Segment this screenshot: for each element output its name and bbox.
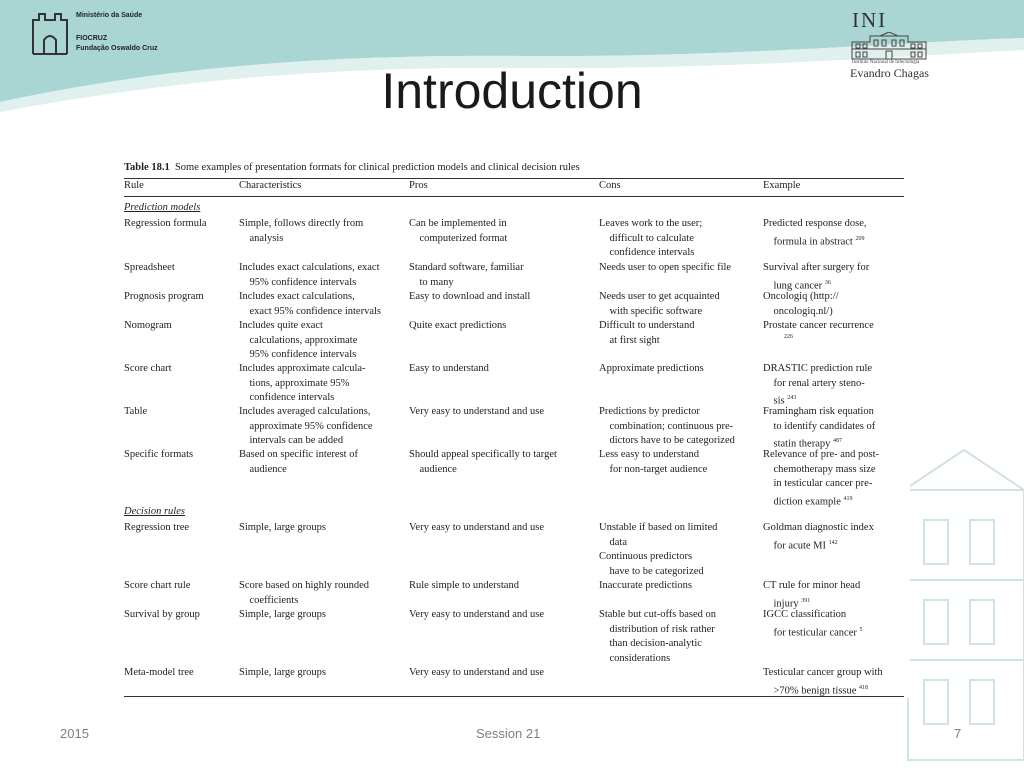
cell-reference: 391 <box>801 597 811 604</box>
cell-pros: Very easy to understand and use <box>409 667 545 678</box>
cell-example <box>763 521 874 554</box>
cell-cons: Leaves work to the user; difficult to calculate confidence intervals <box>599 218 703 258</box>
page-number: 7 <box>954 726 962 741</box>
cell-rule: Regression tree <box>124 522 190 533</box>
table-header-rule <box>124 196 904 197</box>
cell-pros: Easy to understand <box>409 363 489 374</box>
fiocruz-label: FIOCRUZ <box>76 35 108 42</box>
cell-pros: Very easy to understand and use <box>409 406 545 417</box>
cell-rule: Meta-model tree <box>124 667 194 678</box>
header-pros: Pros <box>409 180 428 191</box>
cell-pros: Easy to download and install <box>409 291 531 302</box>
table-bottom-rule <box>124 696 904 697</box>
cell-cons: Predictions by predictor combination; continuous pre- dictors have to be categorized <box>599 406 735 446</box>
cell-example-text: Testicular cancer group with >70% benign tissue <box>763 667 883 696</box>
cell-reference: 36 <box>824 279 831 286</box>
cell-rule: Prognosis program <box>124 291 204 302</box>
ini-building-icon <box>850 32 928 60</box>
cell-example: Prostate cancer recurrence <box>763 320 874 331</box>
cell-characteristics: Includes approximate calcula- tions, approximate 95% confidence intervals <box>239 363 366 403</box>
section-decision-rules: Decision rules <box>124 506 185 517</box>
fiocruz-castle-icon <box>30 10 70 56</box>
cell-pros: Quite exact predictions <box>409 320 507 331</box>
cell-reference: 5 <box>859 626 863 633</box>
section-prediction-models: Prediction models <box>124 202 201 213</box>
cell-characteristics: Based on specific interest of audience <box>239 449 358 475</box>
cell-cons: Approximate predictions <box>599 363 704 374</box>
cell-characteristics: Includes exact calculations, exact 95% confidence intervals <box>239 291 381 317</box>
cell-example <box>763 217 867 250</box>
header-rule: Rule <box>124 180 144 191</box>
header-example: Example <box>763 180 801 191</box>
footer-session: Session 21 <box>476 726 541 741</box>
cell-reference: 243 <box>787 395 797 401</box>
table-top-rule <box>124 178 904 179</box>
cell-characteristics: Includes exact calculations, exact 95% confidence intervals <box>239 262 380 288</box>
header-characteristics: Characteristics <box>239 180 302 191</box>
cell-pros: Rule simple to understand <box>409 580 519 591</box>
cell-example-text: Framingham risk equation to identify candidates of statin therapy <box>763 406 876 450</box>
cell-rule: Regression formula <box>124 218 207 229</box>
prediction-table <box>120 158 910 698</box>
cell-example-text: Survival after surgery for lung cancer <box>763 262 870 291</box>
cell-example <box>763 666 883 699</box>
cell-cons: Less easy to understand for non-target audience <box>599 449 708 475</box>
cell-characteristics: Includes averaged calculations, approximate 95% confidence intervals can be added <box>239 406 373 446</box>
cell-characteristics: Includes quite exact calculations, approximate 95% confidence intervals <box>239 320 358 360</box>
cell-example <box>763 448 879 510</box>
cell-example-text: CT rule for minor head injury <box>763 580 861 609</box>
cell-cons: Difficult to understand at first sight <box>599 320 695 346</box>
cell-rule: Table <box>124 406 148 417</box>
cell-rule: Score chart rule <box>124 580 191 591</box>
cell-example <box>763 362 872 409</box>
foundation-label: Fundação Oswaldo Cruz <box>76 45 158 52</box>
cell-rule: Specific formats <box>124 449 194 460</box>
cell-pros: Very easy to understand and use <box>409 522 545 533</box>
cell-pros: Standard software, familiar to many <box>409 262 524 288</box>
cell-rule: Score chart <box>124 363 172 374</box>
cell-reference: 226 <box>784 334 793 340</box>
cell-example-text: DRASTIC prediction rule for renal artery steno- sis <box>763 363 873 407</box>
cell-example <box>763 261 869 294</box>
cell-characteristics: Simple, large groups <box>239 667 327 678</box>
cell-characteristics: Score based on highly rounded coefficients <box>239 580 370 606</box>
cell-cons: Inaccurate predictions <box>599 580 692 591</box>
header-cons: Cons <box>599 180 621 191</box>
fiocruz-logo <box>30 10 190 58</box>
cell-characteristics: Simple, large groups <box>239 609 327 620</box>
cell-example <box>763 608 863 641</box>
ini-acronym: INI <box>852 8 888 32</box>
cell-characteristics: Simple, large groups <box>239 522 327 533</box>
cell-cons: Needs user to get acquainted with specific software <box>599 291 720 317</box>
background-building-graphic <box>894 430 1024 768</box>
cell-cons: Stable but cut-offs based on distribution of risk rather than decision-analytic considerations <box>599 609 717 664</box>
cell-example-text: Goldman diagnostic index for acute MI <box>763 522 874 551</box>
ministry-label: Ministério da Saúde <box>76 12 143 19</box>
ini-institute-label: Instituto Nacional de Infectologia <box>852 60 920 65</box>
table-caption <box>124 162 580 173</box>
cell-reference: 142 <box>828 539 838 546</box>
cell-example <box>763 405 875 452</box>
cell-rule: Nomogram <box>124 320 172 331</box>
ini-name-label: Evandro Chagas <box>850 66 929 80</box>
cell-cons: Unstable if based on limited data Continuous predictors have to be categorized <box>599 522 718 577</box>
table-caption-label: Table 18.1 <box>124 162 170 173</box>
cell-pros: Very easy to understand and use <box>409 609 545 620</box>
cell-reference: 419 <box>843 495 853 502</box>
cell-example-text: Relevance of pre- and post- chemotherapy mass size in testicular cancer pre- diction example <box>763 449 880 507</box>
cell-example <box>763 579 860 612</box>
cell-cons: Needs user to open specific file <box>599 262 732 273</box>
cell-reference: 487 <box>832 438 842 444</box>
cell-reference: 209 <box>855 235 865 242</box>
cell-pros: Can be implemented in computerized format <box>409 218 508 244</box>
cell-rule: Spreadsheet <box>124 262 175 273</box>
cell-reference: 418 <box>859 684 869 691</box>
footer-year: 2015 <box>60 726 89 741</box>
cell-pros: Should appeal specifically to target audience <box>409 449 557 475</box>
table-caption-text: Some examples of presentation formats for clinical prediction models and clinical decision rules <box>174 162 580 173</box>
cell-example-text: IGCC classification for testicular cancer <box>763 609 857 638</box>
slide-title: Introduction <box>381 63 643 119</box>
cell-rule: Survival by group <box>124 609 200 620</box>
cell-example-text: Predicted response dose, formula in abstract <box>763 218 867 247</box>
cell-example: Oncologiq (http:// oncologiq.nl/) <box>763 291 839 317</box>
cell-characteristics: Simple, follows directly from analysis <box>239 218 364 244</box>
